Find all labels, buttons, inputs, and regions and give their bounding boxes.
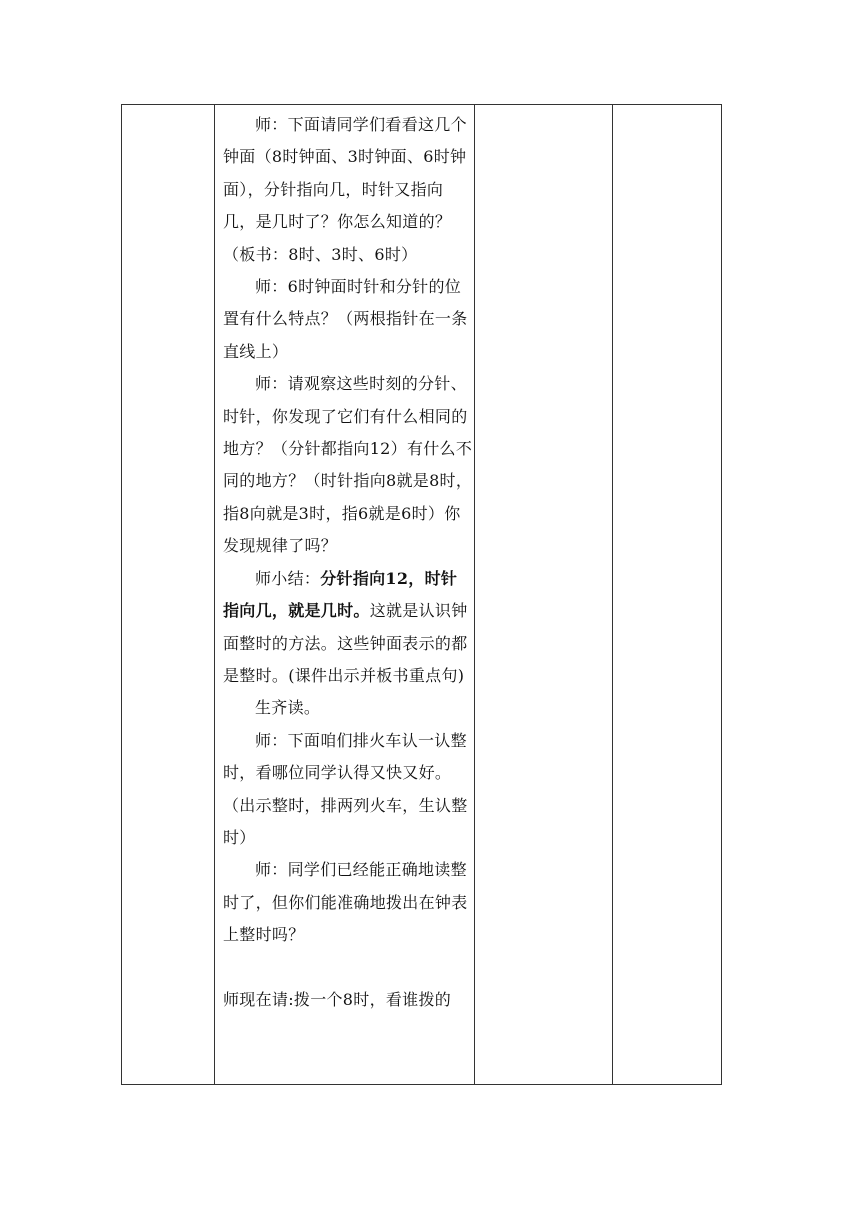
summary-key-sentence: 分针指向12，时针指向几，就是几时。 — [223, 568, 458, 621]
paragraph: 师：下面咱们排火车认一认整时，看哪位同学认得又快又好。（出示整时，排两列火车，生认整时） — [223, 730, 468, 847]
lesson-table — [121, 104, 722, 1085]
blank-line — [223, 952, 473, 984]
paragraph: 师：6时钟面时针和分针的位置有什么特点？（两根指针在一条直线上） — [223, 277, 468, 361]
paragraph: 师：同学们已经能正确地读整时了，但你们能准确地拨出在钟表上整时吗？ — [223, 860, 468, 945]
teaching-process-cell — [223, 109, 473, 1016]
paragraph: 师：下面请同学们看看这几个钟面（8时钟面、3时钟面、6时钟面），分针指向几，时针又指向几，是几时了？你怎么知道的？（板书：8时、3时、6时） — [223, 115, 467, 264]
column-divider-3 — [612, 105, 613, 1084]
column-divider-1 — [214, 105, 215, 1084]
column-divider-2 — [474, 105, 475, 1084]
paragraph: 师：请观察这些时刻的分针、时针，你发现了它们有什么相同的地方？（分针都指向12）有什么不同的地方？（时针指向8就是8时，指8向就是3时，指6就是6时）你发现规律了吗？ — [223, 374, 473, 556]
summary-prefix: 师小结： — [255, 568, 321, 588]
summary-suffix: 这就是认识钟面整时的方法。这些钟面表示的都是整时。(课件出示并板书重点句) — [223, 601, 468, 685]
summary-paragraph — [223, 563, 473, 693]
paragraph: 生齐读。 — [255, 698, 321, 718]
paragraph: 师现在请:拨一个8时，看谁拨的 — [223, 989, 452, 1009]
